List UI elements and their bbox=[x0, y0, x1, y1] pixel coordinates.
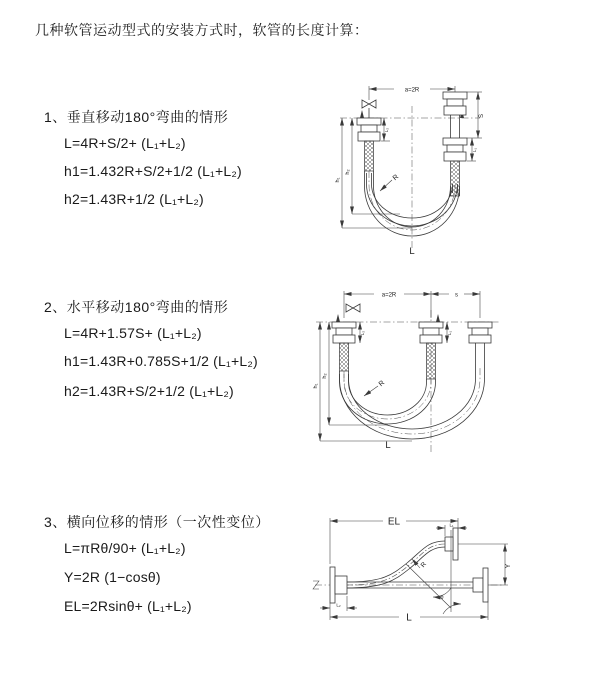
dim-label-l2: L₂ bbox=[384, 127, 389, 133]
right-pipe-fitting bbox=[468, 322, 492, 364]
formula-line: Y=2R (1−cosθ) bbox=[64, 569, 161, 585]
radius-label: R bbox=[391, 173, 401, 183]
dim-label-span: a=2R bbox=[381, 292, 397, 299]
diagram-lateral-displacement bbox=[303, 500, 588, 645]
page-title: 几种软管运动型式的安装方式时，软管的长度计算： bbox=[35, 22, 369, 38]
valve-icon bbox=[362, 100, 376, 118]
right-flange-displaced bbox=[445, 528, 458, 560]
dim-label-l1: L₁ bbox=[447, 330, 452, 336]
braided-hose-section bbox=[340, 343, 349, 371]
section-2-heading: 2、水平移动180°弯曲的情形 bbox=[44, 299, 229, 315]
dim-label-l1: L₁ bbox=[472, 147, 477, 153]
dim-label-l2: L₂ bbox=[336, 602, 341, 608]
hose-s-curve bbox=[347, 541, 445, 588]
hose-u-bend bbox=[340, 364, 485, 439]
formula-line: EL=2Rsinθ+ (L₁+L₂) bbox=[64, 598, 192, 614]
dim-label-span: a=2R bbox=[404, 87, 420, 94]
dim-label-h1: h₁ bbox=[335, 177, 341, 183]
formula-line: h1=1.432R+S/2+1/2 (L₁+L₂) bbox=[64, 163, 242, 179]
valve-icon bbox=[346, 304, 360, 312]
formula-line: L=πRθ/90+ (L₁+L₂) bbox=[64, 540, 186, 556]
braided-hose-section bbox=[365, 141, 374, 171]
section-1-heading: 1、垂直移动180°弯曲的情形 bbox=[44, 109, 229, 125]
section-3-heading: 3、横向位移的情形（一次性变位） bbox=[44, 514, 270, 530]
length-label: L bbox=[406, 612, 412, 624]
dim-label-el: EL bbox=[387, 516, 401, 528]
diagram-vertical-180-bend bbox=[312, 76, 562, 256]
braided-hose-section bbox=[427, 343, 436, 379]
up-arrow-icon bbox=[336, 314, 340, 322]
middle-pipe-fitting bbox=[419, 322, 443, 379]
up-arrow-icon bbox=[360, 110, 364, 118]
dim-label-h2: h₂ bbox=[345, 169, 351, 175]
radius-label: R bbox=[419, 560, 429, 570]
dim-label-s: S bbox=[479, 113, 485, 119]
dim-label-h2: h₂ bbox=[322, 373, 328, 379]
diagram-horizontal-180-bend bbox=[308, 284, 572, 460]
formula-line: L=4R+1.57S+ (L₁+L₂) bbox=[64, 325, 202, 341]
length-label: L bbox=[409, 246, 415, 257]
right-pipe-fitting bbox=[443, 92, 467, 196]
dim-label-l1: L₁ bbox=[449, 522, 454, 528]
length-label: L bbox=[385, 440, 391, 451]
left-pipe-fitting bbox=[357, 118, 381, 171]
right-flange-original bbox=[473, 568, 488, 602]
radius-label: R bbox=[377, 379, 387, 389]
dim-label-y: Y bbox=[505, 563, 512, 569]
dim-label-s: s bbox=[455, 292, 458, 299]
formula-line: h2=1.43R+S/2+1/2 (L₁+L₂) bbox=[64, 383, 234, 399]
dim-label-h1: h₁ bbox=[313, 383, 319, 389]
left-flange bbox=[330, 567, 347, 603]
angle-label: θ bbox=[440, 595, 444, 601]
formula-line: L=4R+S/2+ (L₁+L₂) bbox=[64, 135, 186, 151]
dim-label-l2: L₂ bbox=[360, 330, 365, 336]
left-pipe-fitting bbox=[332, 322, 356, 371]
formula-line: h1=1.43R+0.785S+1/2 (L₁+L₂) bbox=[64, 353, 258, 369]
formula-line: h2=1.43R+1/2 (L₁+L₂) bbox=[64, 191, 204, 207]
up-arrow-icon bbox=[436, 314, 440, 322]
